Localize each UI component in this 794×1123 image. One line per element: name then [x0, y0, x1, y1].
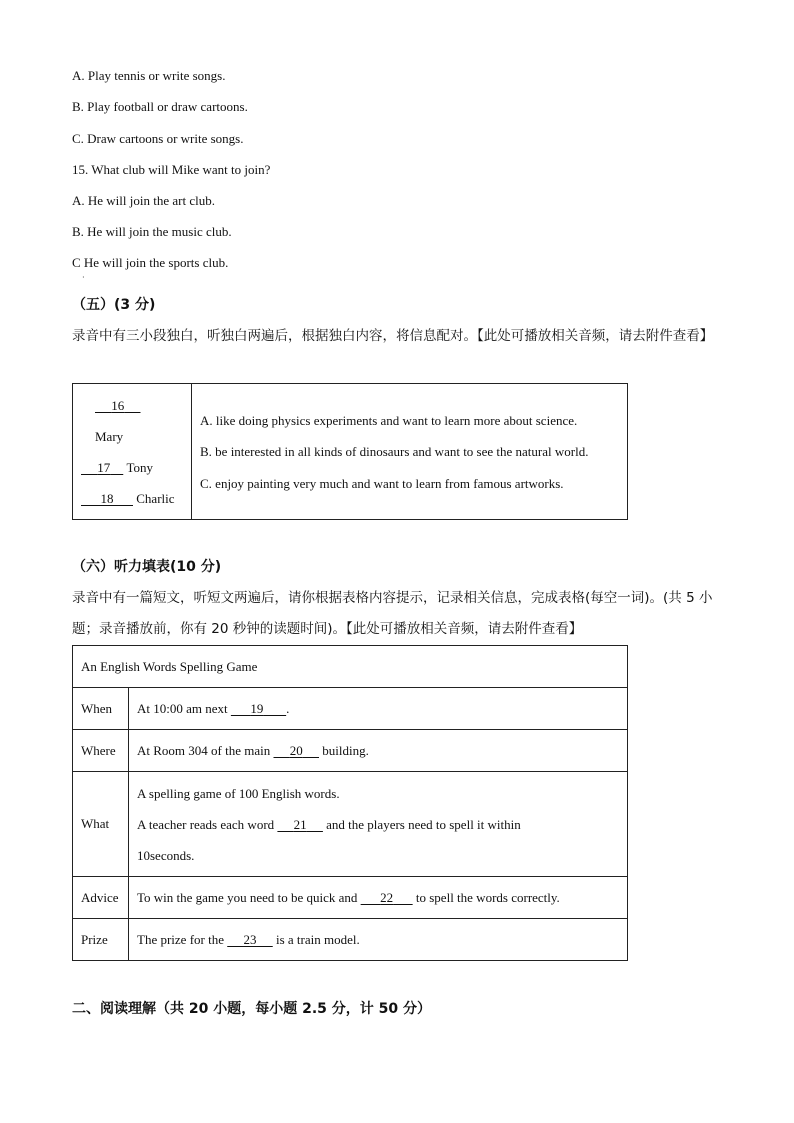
blank-17-row	[81, 460, 153, 476]
what-line-3: 10seconds.	[137, 847, 195, 863]
blank-18-row	[81, 491, 175, 507]
name-tony: Tony	[126, 460, 154, 475]
blank-22	[361, 890, 413, 906]
table-row-where	[73, 730, 628, 772]
matching-table	[72, 383, 628, 520]
what-text-post: and the players need to spell it within	[322, 816, 521, 832]
blank-21	[277, 809, 323, 840]
blank-17-number: 17	[97, 460, 111, 475]
blank-16	[95, 398, 141, 414]
table-title-row	[73, 646, 628, 688]
matching-option-c: C. enjoy painting very much and want to learn from famous artworks.	[200, 476, 564, 491]
where-text-pre: At Room 304 of the main	[137, 742, 274, 758]
row-key-advice: Advice	[73, 877, 129, 919]
blank-17-underline	[81, 460, 123, 476]
row-value-where	[129, 730, 628, 772]
when-text-post: .	[286, 700, 290, 716]
q15-option-c: C He will join the sports club.	[72, 255, 229, 270]
matching-option-b: B. be interested in all kinds of dinosaurs and want to see the natural world.	[200, 444, 589, 459]
name-charlic: Charlic	[136, 491, 175, 506]
blank-19	[231, 701, 286, 717]
q15-question: 15. What club will Mike want to join?	[72, 162, 271, 177]
table-row-prize	[73, 919, 628, 961]
advice-text-post: to spell the words correctly.	[412, 889, 560, 905]
row-key-prize: Prize	[73, 919, 129, 961]
section5-instructions: 录音中有三小段独白，听独白两遍后，根据独白内容，将信息配对。【此处可播放相关音频，请去附件查看】	[72, 328, 714, 344]
blank-23	[227, 932, 273, 948]
q14-option-c: C. Draw cartoons or write songs.	[72, 131, 244, 146]
blank-20-number: 20	[289, 742, 303, 758]
blank-21-number: 21	[293, 816, 307, 832]
row-value-what	[129, 772, 628, 877]
blank-18-number: 18	[100, 491, 114, 506]
blank-19-number: 19	[250, 700, 264, 716]
table-title: An English Words Spelling Game	[73, 646, 628, 688]
prize-text-pre: The prize for the	[137, 931, 228, 947]
row-key-when: When	[73, 688, 129, 730]
advice-text-pre: To win the game you need to be quick and	[137, 889, 361, 905]
stray-dot: ·	[82, 273, 85, 282]
section6-instructions: 录音中有一篇短文，听短文两遍后，请你根据表格内容提示，记录相关信息，完成表格(每空一词)。(共 5 小题；录音播放前，你有 20 秒钟的读题时间)。【此处可播放相关音频，请去附件查看】	[72, 590, 713, 637]
what-line-2	[137, 809, 619, 840]
part2-title: 二、阅读理解（共 20 小题，每小题 2.5 分，计 50 分）	[72, 1001, 432, 1017]
row-value-advice	[129, 877, 628, 919]
matching-option-a: A. like doing physics experiments and want to learn more about science.	[200, 413, 578, 428]
what-text-pre: A teacher reads each word	[137, 816, 278, 832]
q14-option-b: B. Play football or draw cartoons.	[72, 99, 248, 114]
row-key-what: What	[73, 772, 129, 877]
blank-18-underline	[81, 491, 133, 507]
table-row-when	[73, 688, 628, 730]
where-text-post: building.	[319, 742, 369, 758]
prize-text-post: is a train model.	[272, 931, 360, 947]
section5-title: （五）(3 分)	[72, 297, 156, 313]
blank-23-number: 23	[243, 931, 257, 947]
name-mary: Mary	[95, 429, 124, 444]
row-key-where: Where	[73, 730, 129, 772]
table-row-advice	[73, 877, 628, 919]
row-value-when	[129, 688, 628, 730]
blank-16-underline	[95, 398, 141, 414]
blank-16-number: 16	[111, 398, 125, 413]
when-text-pre: At 10:00 am next	[137, 700, 231, 716]
matching-names-column	[73, 384, 192, 519]
q15-option-b: B. He will join the music club.	[72, 224, 232, 239]
q15-option-a: A. He will join the art club.	[72, 193, 215, 208]
blank-20	[274, 743, 320, 759]
what-line-1: A spelling game of 100 English words.	[137, 785, 340, 801]
fill-in-table	[72, 645, 628, 961]
blank-22-number: 22	[380, 889, 394, 905]
section6-title: （六）听力填表(10 分)	[72, 559, 222, 575]
row-value-prize	[129, 919, 628, 961]
q14-option-a: A. Play tennis or write songs.	[72, 68, 226, 83]
table-row-what	[73, 772, 628, 877]
